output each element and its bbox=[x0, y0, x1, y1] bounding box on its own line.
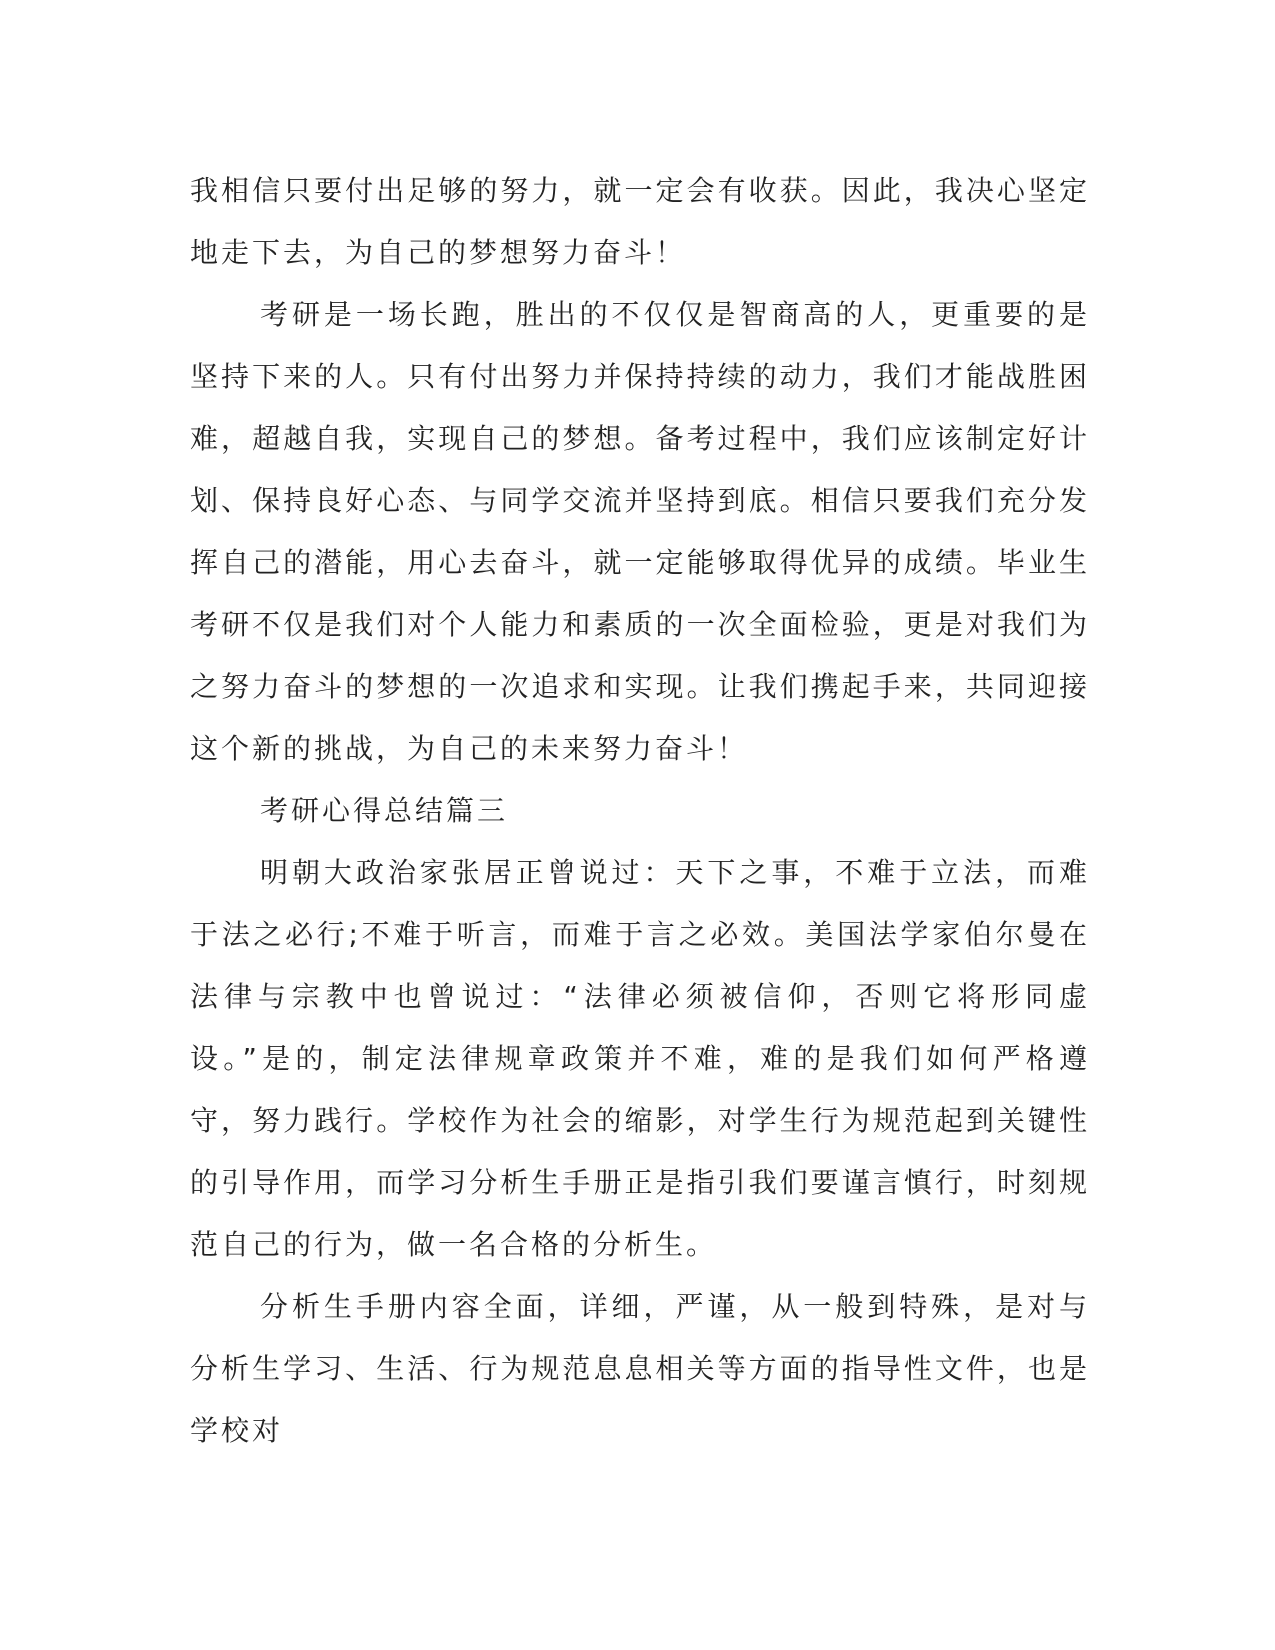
paragraph-marathon: 考研是一场长跑，胜出的不仅仅是智商高的人，更重要的是坚持下来的人。只有付出努力并保持持续的动力，我们才能战胜困难，超越自我，实现自己的梦想。备考过程中，我们应该制定好计划、保持良好心态、与同学交流并坚持到底。相信只要我们充分发挥自己的潜能，用心去奋斗，就一定能够取得优异的成绩。毕业生考研不仅是我们对个人能力和素质的一次全面检验，更是对我们为之努力奋斗的梦想的一次追求和实现。让我们携起手来，共同迎接这个新的挑战，为自己的未来努力奋斗！ bbox=[190, 298, 1090, 765]
paragraph-handbook: 分析生手册内容全面，详细，严谨，从一般到特殊，是对与分析生学习、生活、行为规范息息相关等方面的指导性文件，也是学校对 bbox=[190, 1290, 1090, 1447]
paragraph-law-quote: 明朝大政治家张居正曾说过：天下之事，不难于立法，而难于法之必行;不难于听言，而难于言之必效。美国法学家伯尔曼在法律与宗教中也曾说过：“法律必须被信仰，否则它将形同虚设。”是的，制定法律规章政策并不难，难的是我们如何严格遵守，努力践行。学校作为社会的缩影，对学生行为规范起到关键性的引导作用，而学习分析生手册正是指引我们要谨言慎行，时刻规范自己的行为，做一名合格的分析生。 bbox=[190, 856, 1090, 1261]
paragraph-conclusion-continued: 我相信只要付出足够的努力，就一定会有收获。因此，我决心坚定地走下去，为自己的梦想努力奋斗！ bbox=[190, 174, 1090, 269]
document-body bbox=[190, 160, 1090, 1462]
section-heading-part-three: 考研心得总结篇三 bbox=[260, 794, 509, 827]
